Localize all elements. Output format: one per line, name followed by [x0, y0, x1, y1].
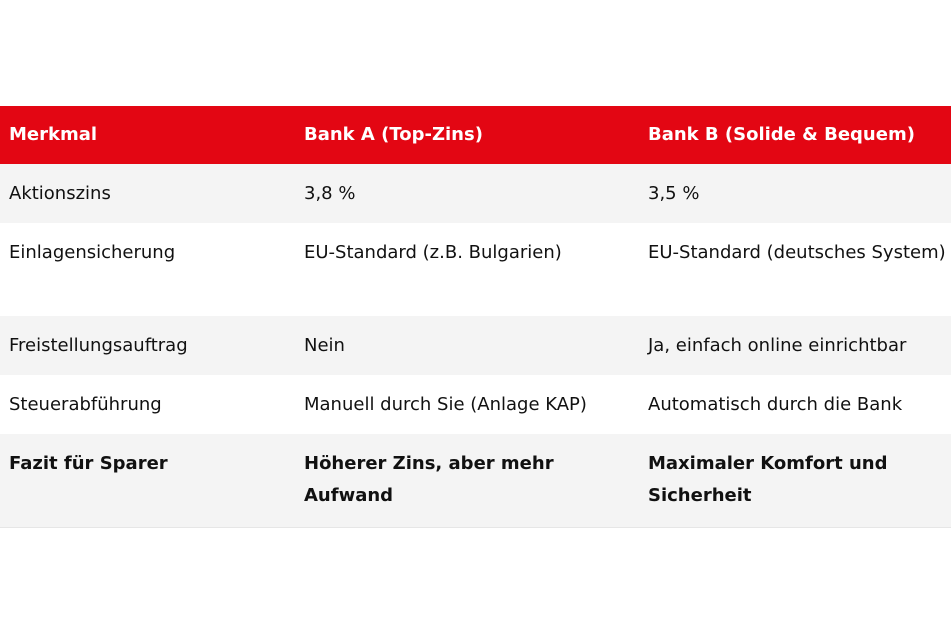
- table-row: [0, 316, 951, 375]
- summary-row: [0, 434, 951, 527]
- table-header-row: [0, 106, 951, 164]
- bank-a-value: Nein: [304, 335, 345, 356]
- row-label: Einlagensicherung: [9, 242, 176, 263]
- row-label: Steuerabführung: [9, 394, 162, 415]
- comparison-table: [0, 106, 951, 528]
- table-row: [0, 223, 951, 316]
- bank-b-value: 3,5 %: [648, 183, 700, 204]
- bank-a-value: EU-Standard (z.B. Bulgarien): [304, 242, 562, 263]
- bank-b-value: Maximaler Komfort und Sicherheit: [648, 453, 888, 506]
- header-merkmal: Merkmal: [9, 124, 98, 145]
- bank-a-value: 3,8 %: [304, 183, 356, 204]
- bank-b-value: EU-Standard (deutsches System): [648, 242, 946, 263]
- bank-a-value: Höherer Zins, aber mehr Aufwand: [304, 453, 554, 506]
- header-bank-a: Bank A (Top-Zins): [304, 124, 483, 145]
- bank-a-value: Manuell durch Sie (Anlage KAP): [304, 394, 587, 415]
- row-label: Aktionszins: [9, 183, 111, 204]
- bank-b-value: Automatisch durch die Bank: [648, 394, 903, 415]
- row-label: Freistellungsauftrag: [9, 335, 188, 356]
- table-row: [0, 375, 951, 434]
- bank-b-value: Ja, einfach online einrichtbar: [648, 335, 907, 356]
- row-label: Fazit für Sparer: [9, 453, 168, 474]
- header-bank-b: Bank B (Solide & Bequem): [648, 124, 915, 145]
- table-row: [0, 164, 951, 223]
